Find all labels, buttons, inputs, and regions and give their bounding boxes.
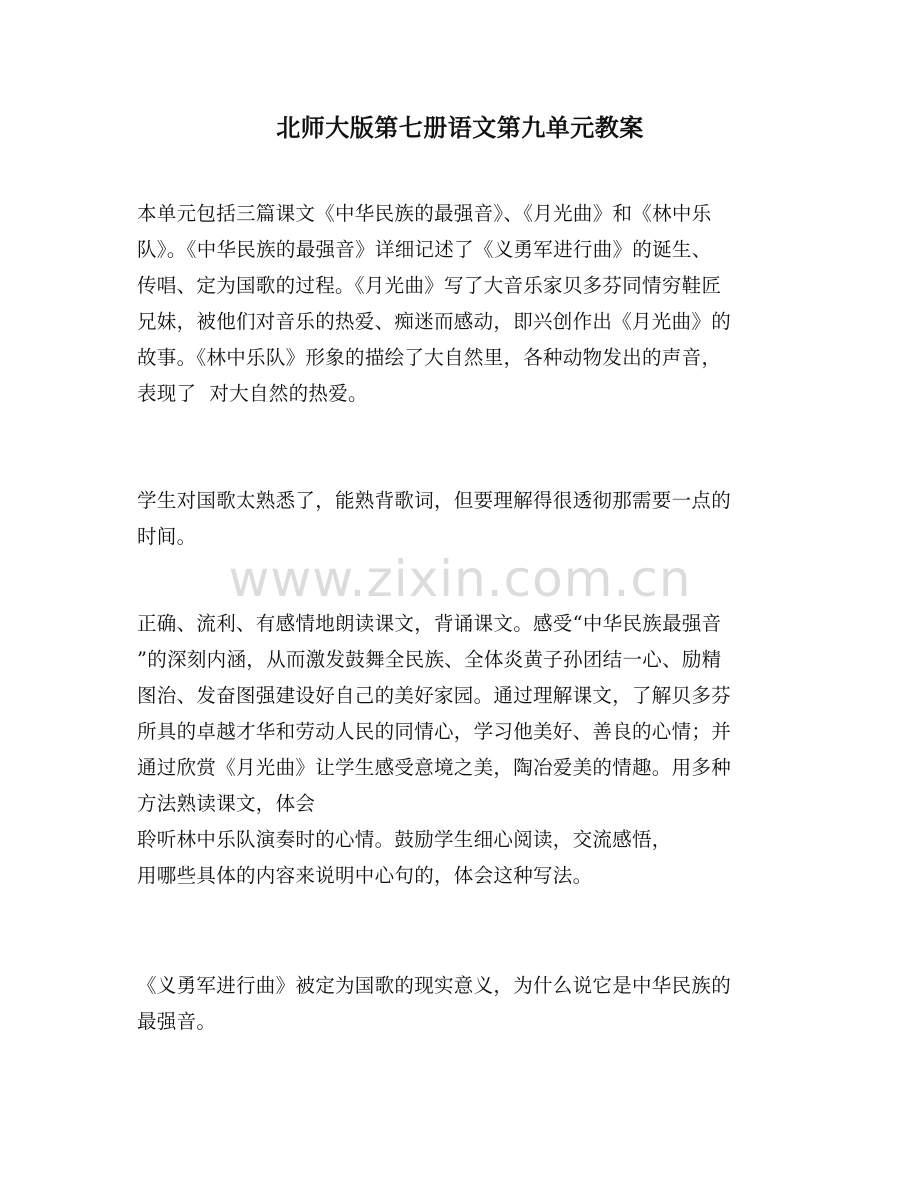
text-line: 本单元包括三篇课文《中华民族的最强音》、《月光曲》和《林中乐 xyxy=(137,202,712,225)
text-line: 《义勇军进行曲》被定为国歌的现实意义，为什么说它是中华民族的 xyxy=(137,974,732,997)
text-line: 正确、流利、有感情地朗读课文，背诵课文。感受“中华民族最强音 xyxy=(137,612,722,635)
text-line: 图治、发奋图强建设好自己的美好家园。通过理解课文，了解贝多芬 xyxy=(137,684,732,707)
page-title: 北师大版第七册语文第九单元教案 xyxy=(276,114,644,142)
watermark: www.zixin.com.cn xyxy=(228,550,692,608)
text-line: 所具的卓越才华和劳动人民的同情心，学习他美好、善良的心情；并 xyxy=(137,720,732,743)
text-line: 表现了 对大自然的热爱。 xyxy=(137,382,368,405)
text-line: ”的深刻内涵，从而激发鼓舞全民族、全体炎黄子孙团结一心、励精 xyxy=(137,648,722,671)
text-line: 学生对国歌太熟悉了，能熟背歌词，但要理解得很透彻那需要一点的 xyxy=(137,489,732,512)
paragraph-teaching-goals xyxy=(137,606,787,894)
text-line: 通过欣赏《月光曲》让学生感受意境之美，陶冶爱美的情趣。用多种 xyxy=(137,756,732,779)
text-line: 最强音。 xyxy=(137,1010,217,1033)
paragraph-unit-overview xyxy=(137,196,787,412)
text-line: 方法熟读课文，体会 xyxy=(137,792,316,815)
paragraph-student-analysis xyxy=(137,483,787,555)
text-line: 兄妹，被他们对音乐的热爱、痴迷而感动，即兴创作出《月光曲》的 xyxy=(137,310,732,333)
text-line: 传唱、定为国歌的过程。《月光曲》写了大音乐家贝多芬同情穷鞋匠 xyxy=(137,274,722,297)
text-line: 队》。《中华民族的最强音》详细记述了《义勇军进行曲》的诞生、 xyxy=(137,238,712,261)
text-line: 用哪些具体的内容来说明中心句的，体会这种写法。 xyxy=(137,864,593,887)
text-line: 聆听林中乐队演奏时的心情。鼓励学生细心阅读，交流感悟， xyxy=(137,828,672,851)
text-line: 故事。《林中乐队》形象的描绘了大自然里，各种动物发出的声音， xyxy=(137,346,722,369)
paragraph-key-points xyxy=(137,968,787,1040)
text-line: 时间。 xyxy=(137,525,197,548)
